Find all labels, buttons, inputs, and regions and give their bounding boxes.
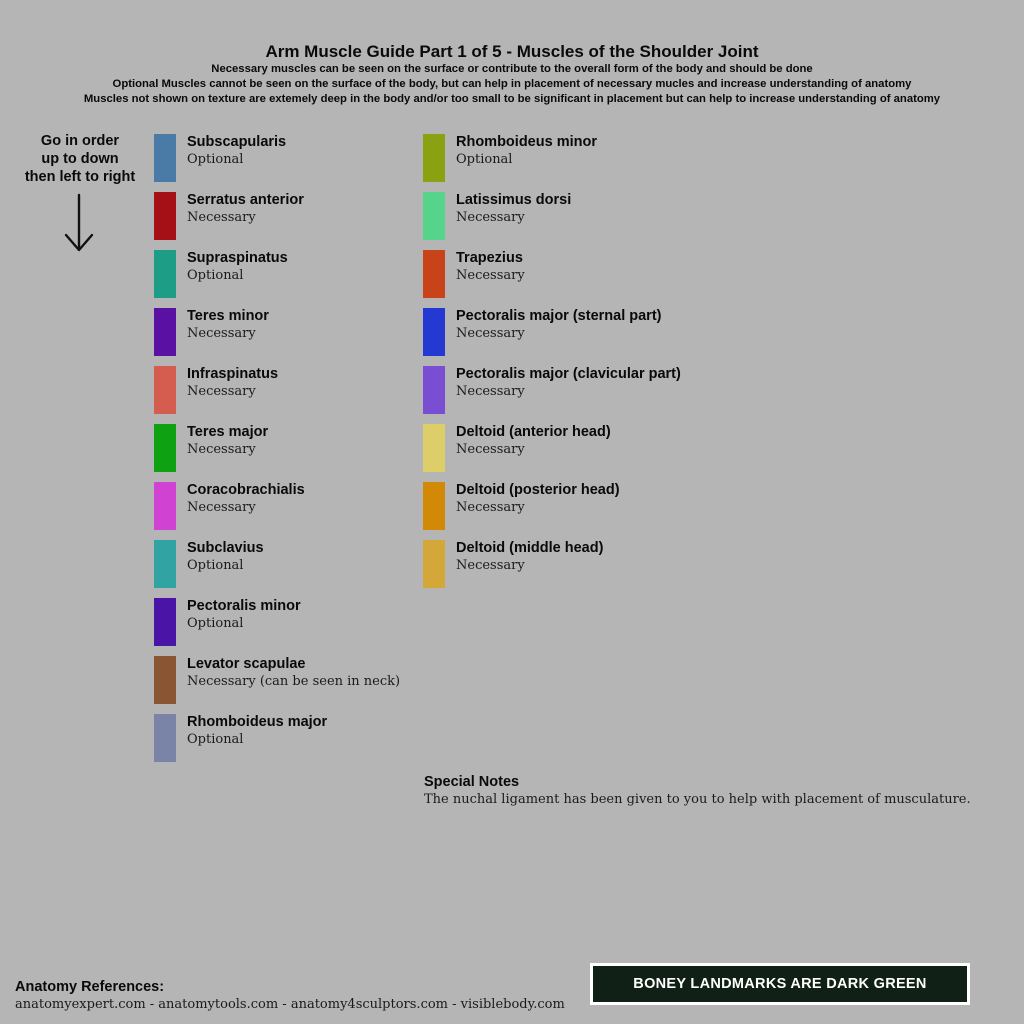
- color-swatch: [154, 540, 176, 588]
- muscle-status: Optional: [187, 616, 244, 631]
- header: [0, 42, 1024, 107]
- muscle-status: Necessary: [456, 384, 525, 399]
- muscle-status: Optional: [187, 732, 244, 747]
- muscle-name: Trapezius: [456, 250, 523, 266]
- muscle-name: Latissimus dorsi: [456, 192, 572, 208]
- muscle-status: Necessary: [187, 326, 256, 341]
- order-note-line-1: Go in order: [40, 133, 120, 149]
- muscle-status: Optional: [187, 558, 244, 573]
- muscle-name: Serratus anterior: [187, 192, 304, 208]
- optional-description: Optional Muscles cannot be seen on the surface of the body, but can help in placement of necessary mucles and increase understanding of anatomy: [112, 78, 912, 90]
- muscle-name: Pectoralis major (clavicular part): [456, 366, 681, 382]
- muscle-name: Pectoralis major (sternal part): [456, 308, 662, 324]
- color-swatch: [154, 656, 176, 704]
- color-swatch: [154, 714, 176, 762]
- muscle-status: Necessary (can be seen in neck): [187, 674, 401, 689]
- anatomy-references: [15, 979, 565, 1014]
- necessary-description: Necessary muscles can be seen on the surface or contribute to the overall form of the body and should be done: [211, 63, 813, 75]
- muscle-status: Necessary: [456, 558, 525, 573]
- muscle-name: Teres minor: [187, 308, 269, 324]
- muscle-name: Levator scapulae: [187, 656, 306, 672]
- muscle-status: Necessary: [456, 326, 525, 341]
- color-swatch: [154, 134, 176, 182]
- muscle-status: Optional: [187, 268, 244, 283]
- references-list: anatomyexpert.com - anatomytools.com - anatomy4sculptors.com - visiblebody.com: [15, 997, 565, 1012]
- order-note-line-2: up to down: [41, 151, 119, 167]
- muscle-name: Pectoralis minor: [187, 598, 301, 614]
- muscle-status: Necessary: [187, 500, 256, 515]
- color-swatch: [423, 366, 445, 414]
- color-swatch: [423, 308, 445, 356]
- muscle-status: Necessary: [456, 442, 525, 457]
- muscle-name: Infraspinatus: [187, 366, 279, 382]
- special-notes: [424, 774, 971, 808]
- color-swatch: [423, 482, 445, 530]
- muscle-name: Teres major: [187, 424, 269, 440]
- special-notes-title: Special Notes: [424, 774, 520, 790]
- muscle-status: Optional: [187, 152, 244, 167]
- not-shown-description: Muscles not shown on texture are extemely deep in the body and/or too small to be significant in placement but can help to increase understanding of anatomy: [83, 93, 941, 105]
- muscle-name: Subscapularis: [187, 134, 287, 150]
- color-swatch: [423, 424, 445, 472]
- muscle-status: Necessary: [456, 268, 525, 283]
- order-note-line-3: then left to right: [24, 169, 136, 185]
- muscle-name: Rhomboideus major: [187, 714, 328, 730]
- color-swatch: [154, 424, 176, 472]
- muscle-name: Supraspinatus: [187, 250, 288, 266]
- color-swatch: [423, 250, 445, 298]
- muscle-status: Necessary: [187, 210, 256, 225]
- color-swatch: [154, 482, 176, 530]
- muscle-name: Rhomboideus minor: [456, 134, 597, 150]
- muscle-name: Coracobrachialis: [187, 482, 305, 498]
- muscle-name: Deltoid (middle head): [456, 540, 604, 556]
- color-swatch: [154, 308, 176, 356]
- color-swatch: [423, 540, 445, 588]
- color-swatch: [154, 598, 176, 646]
- muscle-status: Necessary: [456, 210, 525, 225]
- color-swatch: [154, 192, 176, 240]
- color-swatch: [154, 366, 176, 414]
- arrow-down-icon: [63, 193, 95, 253]
- references-title: Anatomy References:: [15, 979, 165, 995]
- muscle-name: Deltoid (anterior head): [456, 424, 611, 440]
- muscle-name: Deltoid (posterior head): [456, 482, 620, 498]
- muscle-name: Subclavius: [187, 540, 264, 556]
- color-swatch: [423, 192, 445, 240]
- boney-landmarks-banner: BONEY LANDMARKS ARE DARK GREEN: [590, 963, 970, 1005]
- muscle-status: Necessary: [456, 500, 525, 515]
- muscle-status: Necessary: [187, 384, 256, 399]
- muscle-status: Optional: [456, 152, 513, 167]
- color-swatch: [423, 134, 445, 182]
- color-swatch: [154, 250, 176, 298]
- special-notes-text: The nuchal ligament has been given to you to help with placement of musculature.: [424, 792, 971, 807]
- order-note: [10, 132, 150, 186]
- muscle-status: Necessary: [187, 442, 256, 457]
- page-title: Arm Muscle Guide Part 1 of 5 - Muscles of the Shoulder Joint: [265, 42, 759, 61]
